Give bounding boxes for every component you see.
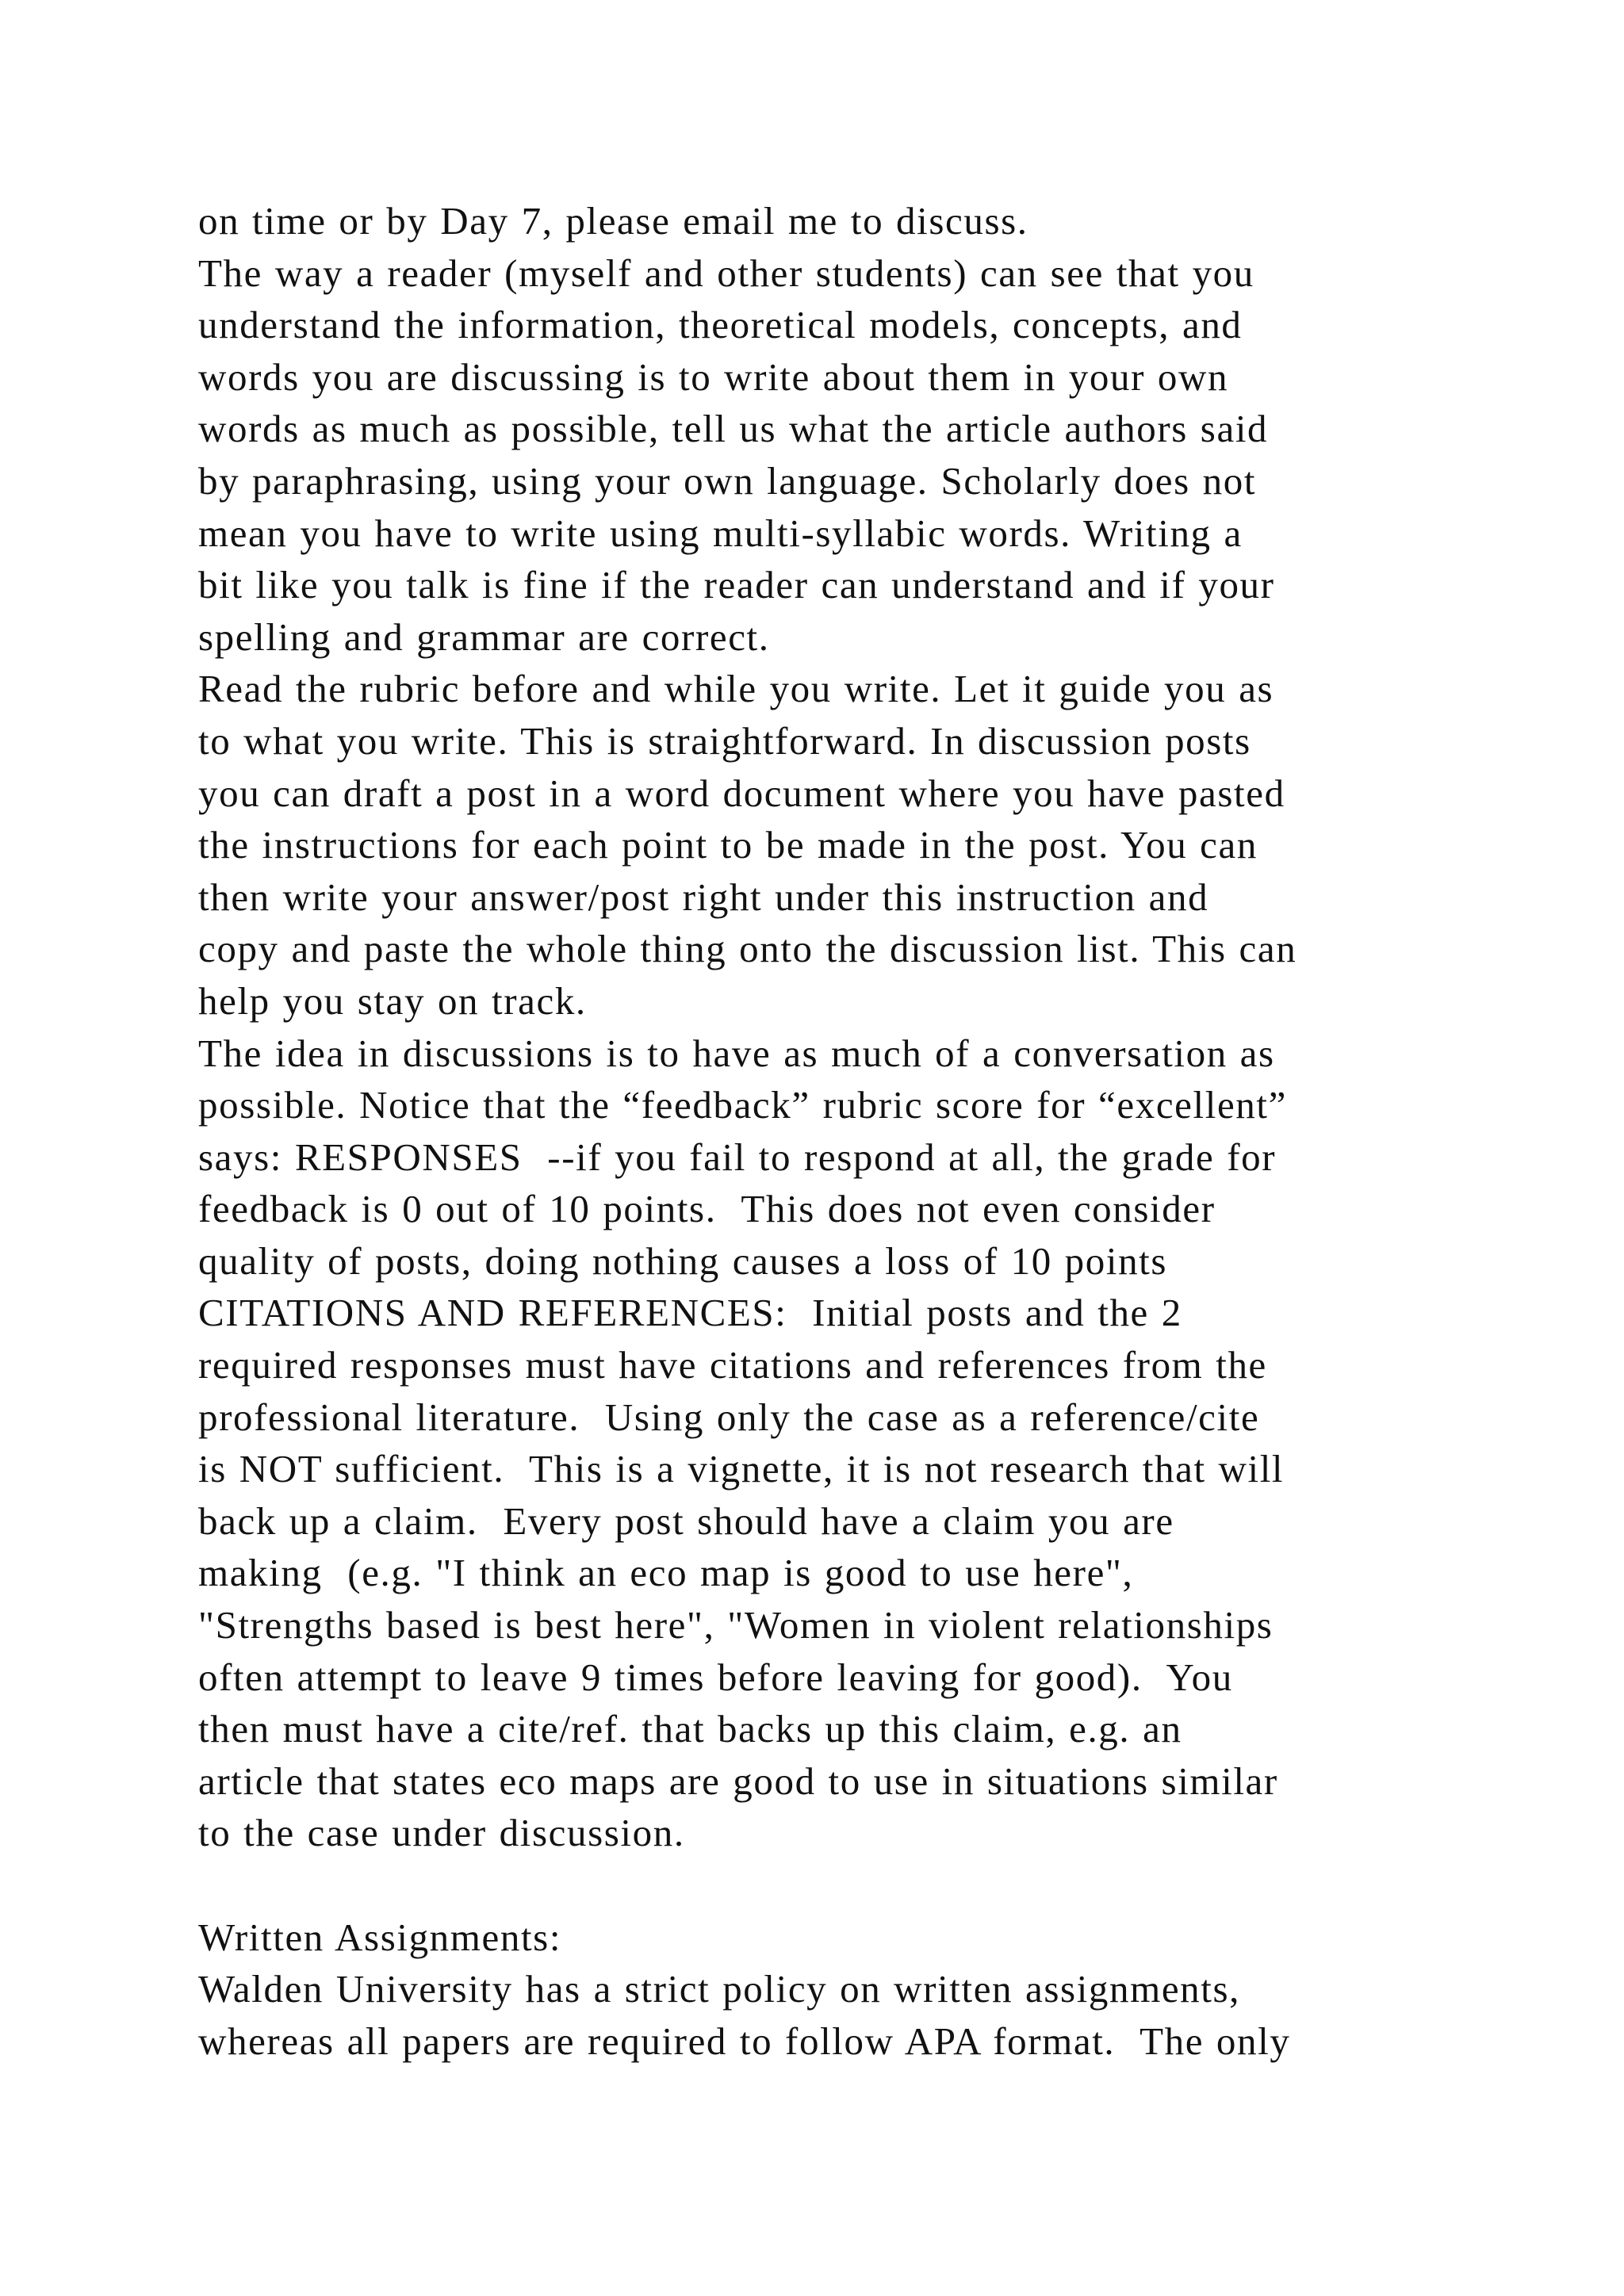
text-line: says: RESPONSES --if you fail to respond at all, the grade for — [198, 1135, 1277, 1179]
text-line: then must have a cite/ref. that backs up this claim, e.g. an — [198, 1707, 1182, 1751]
text-line: quality of posts, doing nothing causes a loss of 10 points — [198, 1238, 1168, 1283]
text-line: then write your answer/post right under this instruction and — [198, 874, 1209, 919]
text-line: making (e.g. "I think an eco map is good to use here", — [198, 1551, 1134, 1595]
text-line: article that states eco maps are good to use in situations similar — [198, 1758, 1278, 1803]
text-line: you can draft a post in a word document where you have pasted — [198, 771, 1285, 815]
text-line: CITATIONS AND REFERENCES: Initial posts and the 2 — [198, 1291, 1182, 1335]
text-line: mean you have to write using multi-syllabic words. Writing a — [198, 511, 1243, 555]
blank-line — [198, 1859, 1499, 1911]
text-line: help you stay on track. — [198, 978, 587, 1023]
text-line: professional literature. Using only the case as a reference/cite — [198, 1395, 1260, 1439]
text-line: Walden University has a strict policy on written assignments, — [198, 1967, 1241, 2011]
text-line: to what you write. This is straightforward. In discussion posts — [198, 718, 1251, 763]
text-line: Read the rubric before and while you write. Let it guide you as — [198, 667, 1274, 711]
text-line: by paraphrasing, using your own language. Scholarly does not — [198, 458, 1257, 503]
text-line: understand the information, theoretical models, concepts, and — [198, 303, 1243, 347]
text-line: the instructions for each point to be made in the post. You can — [198, 823, 1258, 867]
text-line: The way a reader (myself and other students) can see that you — [198, 251, 1254, 295]
text-line: required responses must have citations and references from the — [198, 1343, 1267, 1387]
section-heading: Written Assignments: — [198, 1915, 562, 1959]
text-line: The idea in discussions is to have as much of a conversation as — [198, 1031, 1275, 1075]
text-line: often attempt to leave 9 times before leaving for good). You — [198, 1655, 1233, 1699]
text-line: words as much as possible, tell us what the article authors said — [198, 407, 1269, 451]
body-text — [198, 195, 1499, 2067]
text-line: on time or by Day 7, please email me to discuss. — [198, 199, 1028, 243]
text-line: is NOT sufficient. This is a vignette, it is not research that will — [198, 1447, 1285, 1491]
text-line: spelling and grammar are correct. — [198, 614, 770, 659]
text-line: to the case under discussion. — [198, 1811, 685, 1855]
text-line: "Strengths based is best here", "Women in violent relationships — [198, 1603, 1274, 1647]
text-line: back up a claim. Every post should have a claim you are — [198, 1498, 1174, 1543]
text-line: whereas all papers are required to follow APA format. The only — [198, 2019, 1291, 2063]
text-line: words you are discussing is to write about them in your own — [198, 354, 1229, 399]
text-line: copy and paste the whole thing onto the discussion list. This can — [198, 927, 1297, 971]
text-line: bit like you talk is fine if the reader can understand and if your — [198, 563, 1275, 607]
text-line: possible. Notice that the “feedback” rubric score for “excellent” — [198, 1083, 1287, 1127]
text-line: feedback is 0 out of 10 points. This does not even consider — [198, 1187, 1216, 1231]
